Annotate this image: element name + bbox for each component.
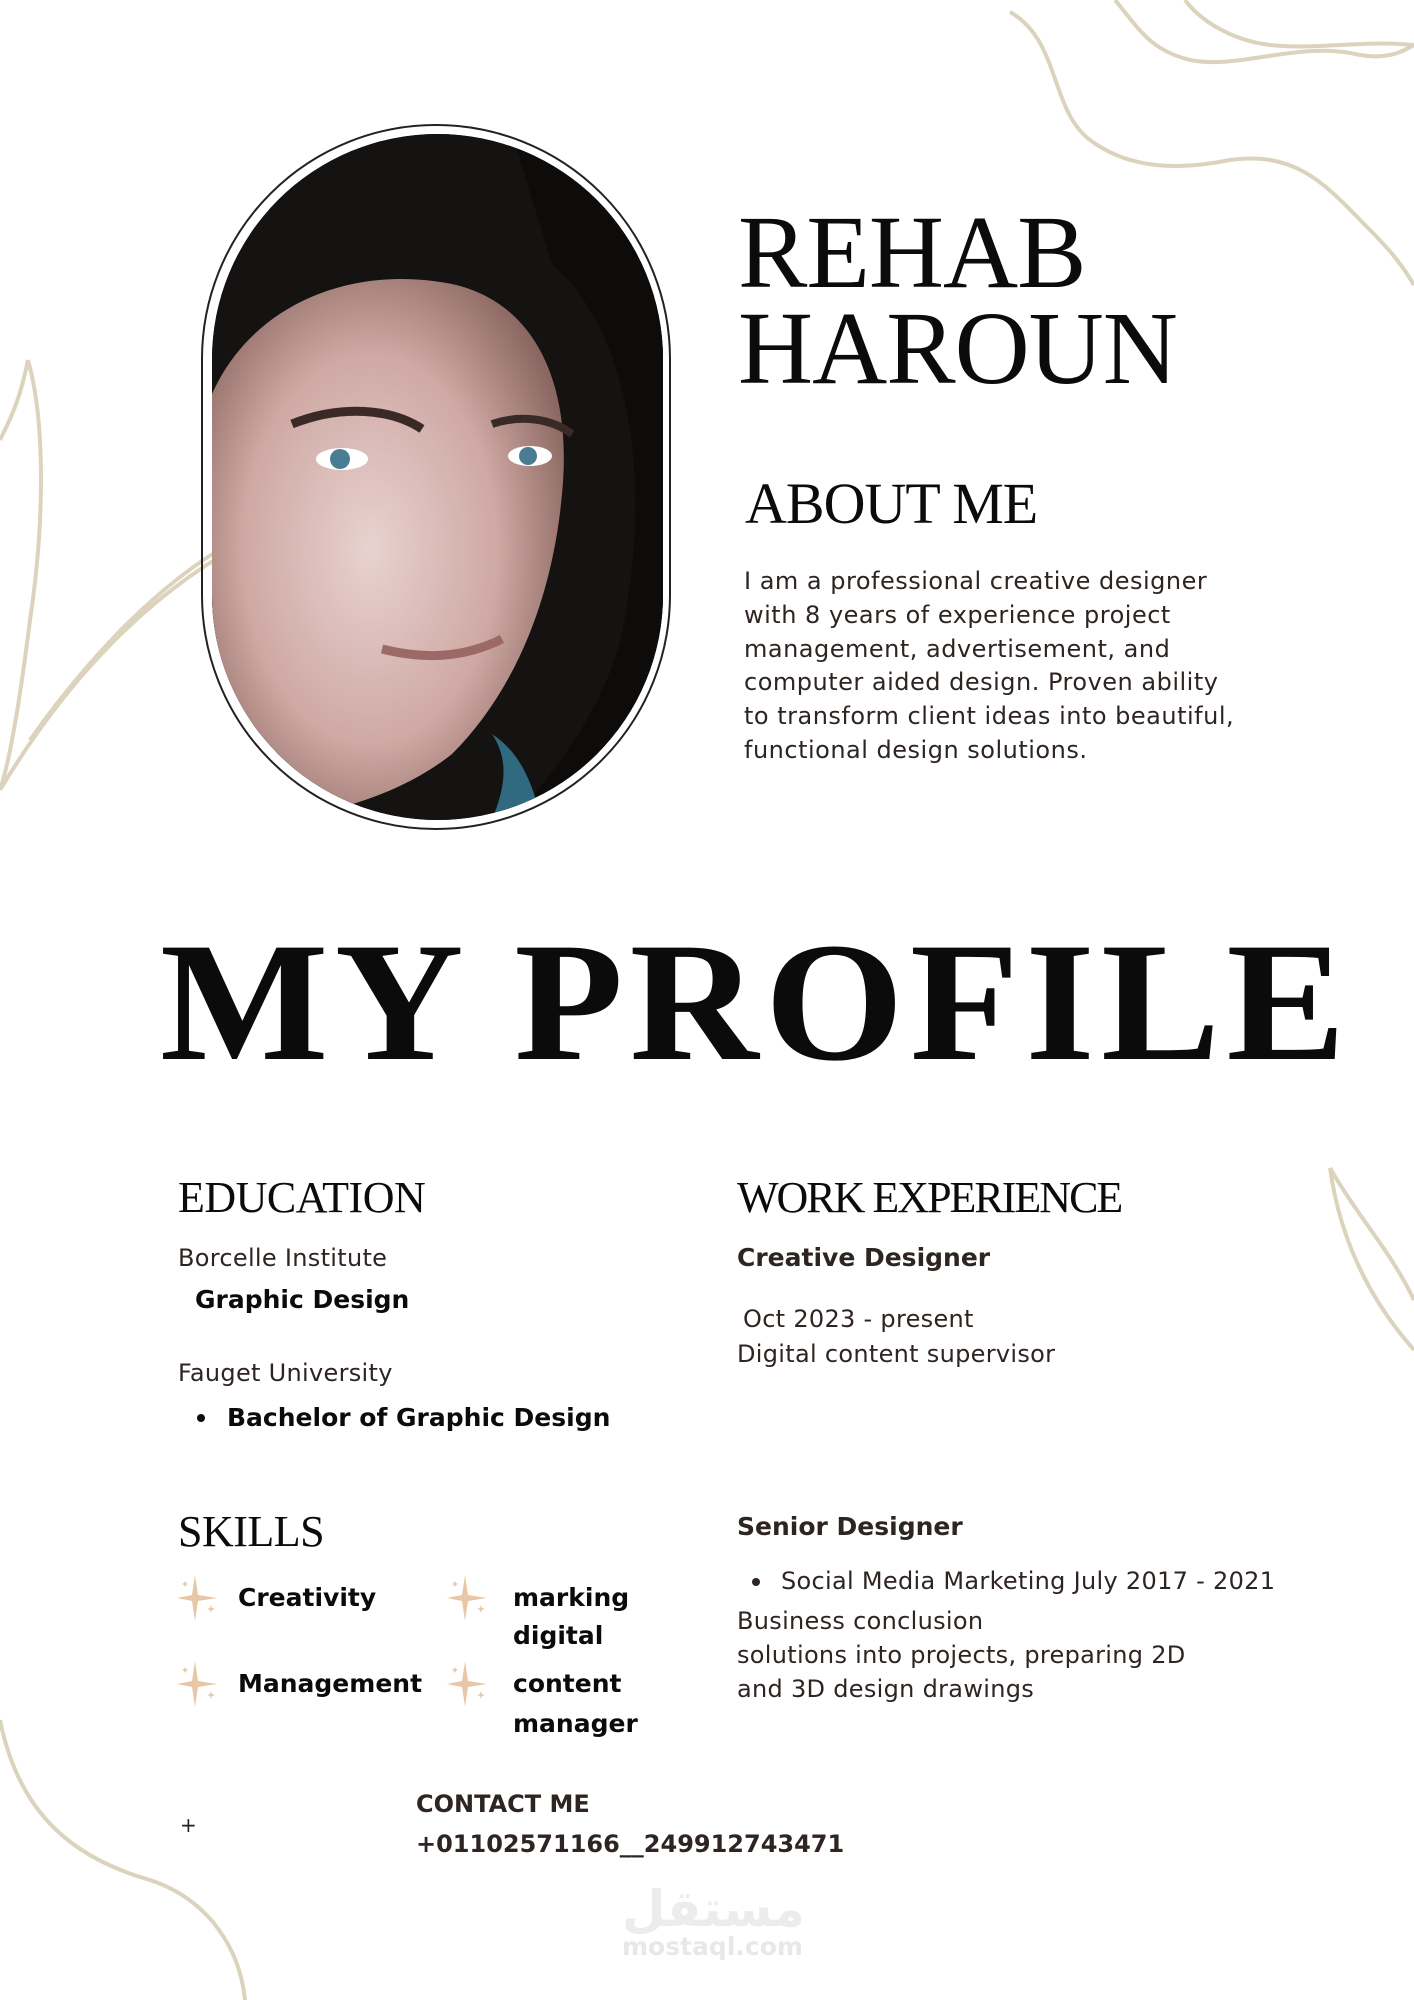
job-description: Digital content supervisor [737, 1340, 1056, 1368]
contact-heading: CONTACT ME [416, 1790, 590, 1818]
plus-mark: + [180, 1813, 197, 1837]
sparkle-icon [177, 1573, 227, 1623]
first-name: REHAB [738, 195, 1086, 310]
profile-title: MY PROFILE [160, 908, 1352, 1096]
education-degree: Graphic Design [195, 1285, 410, 1314]
skill-item: manager [513, 1709, 638, 1738]
education-school: Fauget University [178, 1359, 393, 1387]
profile-photo [212, 134, 663, 820]
work-heading: WORK EXPERIENCE [737, 1173, 1122, 1222]
last-name: HAROUN [738, 291, 1177, 406]
about-text: I am a professional creative designer with 8 years of experience project management, advertisement, and computer aided design. Proven ability to transform client ideas into beautiful, functional design solutions. [744, 567, 1235, 764]
job-dates: Oct 2023 - present [743, 1305, 974, 1333]
skill-item: content [513, 1669, 622, 1698]
contact-phone[interactable]: +01102571166__249912743471 [416, 1830, 845, 1858]
skill-item: digital [513, 1621, 604, 1650]
about-heading: ABOUT ME [745, 471, 1038, 536]
education-school: Borcelle Institute [178, 1244, 388, 1272]
right-leaf [1330, 1168, 1414, 1350]
top-right-wave-2 [1115, 0, 1414, 62]
bullet-icon [197, 1414, 205, 1422]
job-description-line: Business conclusion [737, 1607, 984, 1635]
job-role: Creative Designer [737, 1243, 991, 1272]
skill-item: marking [513, 1583, 630, 1612]
watermark-url: mostaql.com [622, 1932, 803, 1961]
bullet-icon [752, 1578, 760, 1586]
education-heading: EDUCATION [178, 1173, 426, 1222]
education-degree: Bachelor of Graphic Design [227, 1403, 611, 1432]
sparkle-icon [177, 1659, 227, 1709]
skill-item: Management [238, 1669, 423, 1698]
skill-item: Creativity [238, 1583, 377, 1612]
job-description-line: solutions into projects, preparing 2D [737, 1641, 1186, 1669]
sparkle-icon [447, 1573, 497, 1623]
job-description-line: and 3D design drawings [737, 1675, 1035, 1703]
job-role: Senior Designer [737, 1512, 963, 1541]
skills-heading: SKILLS [178, 1507, 325, 1556]
watermark-logo: مستقل [622, 1880, 805, 1938]
bottom-left-curve [0, 1720, 245, 2000]
sparkle-icon [447, 1659, 497, 1709]
top-right-wave-3 [1185, 0, 1414, 46]
job-bullet: Social Media Marketing July 2017 - 2021 [781, 1567, 1276, 1595]
